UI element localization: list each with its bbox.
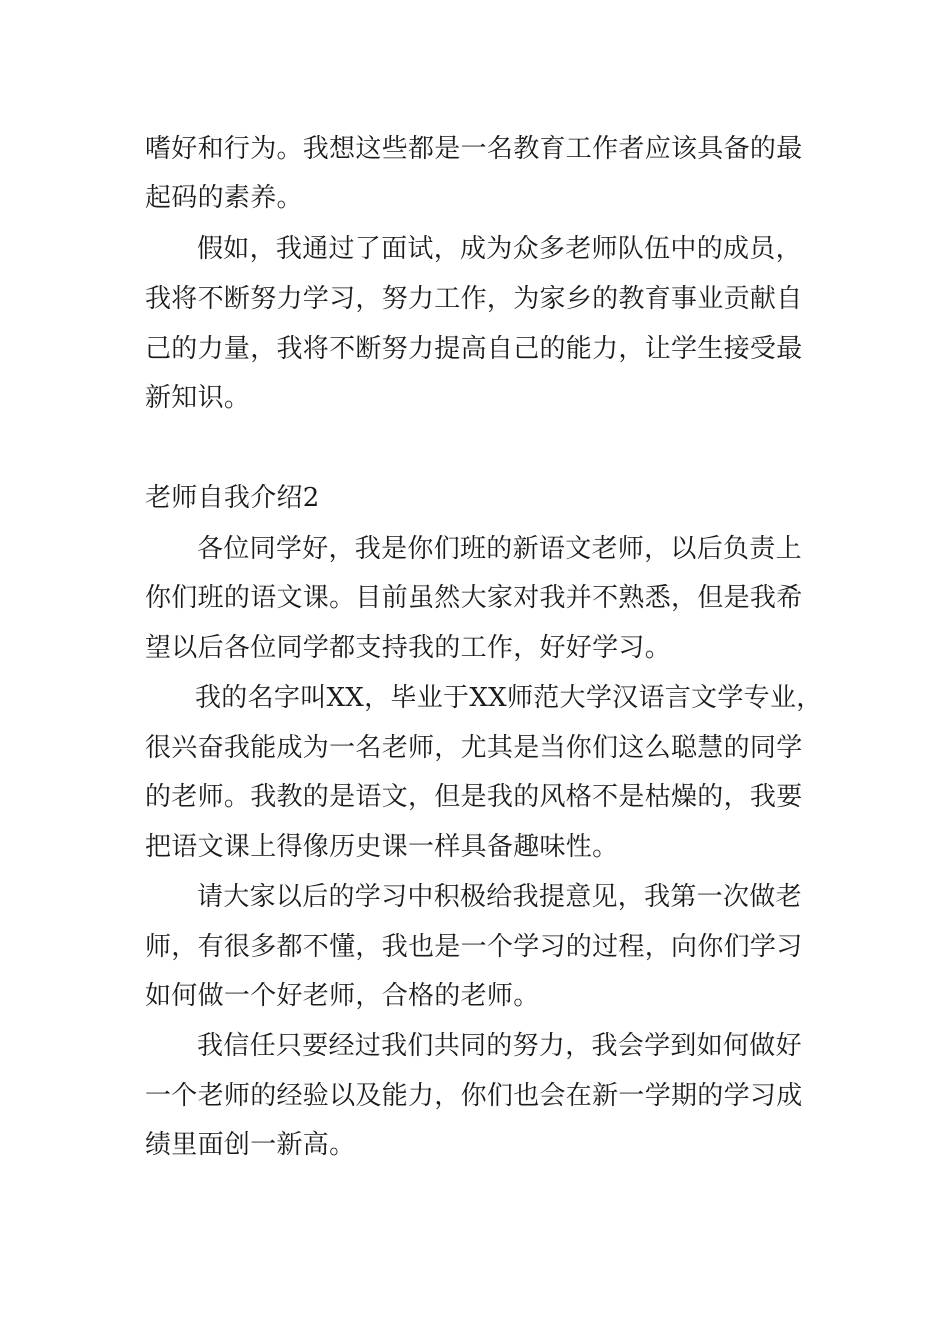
paragraph-4-line-4: 把语文课上得像历史课一样具备趣味性。 — [145, 832, 619, 862]
paragraph-3-line-2: 你们班的语文课。目前虽然大家对我并不熟悉，但是我希 — [145, 583, 803, 613]
paragraph-6-line-2: 一个老师的经验以及能力，你们也会在新一学期的学习成 — [145, 1081, 803, 1111]
paragraph-3-line-1: 各位同学好，我是你们班的新语文老师，以后负责上 — [197, 534, 802, 564]
paragraph-3-line-3: 望以后各位同学都支持我的工作，好好学习。 — [145, 633, 672, 663]
paragraph-4-line-3: 的老师。我教的是语文，但是我的风格不是枯燥的，我要 — [145, 782, 803, 812]
paragraph-4-line-1: 我的名字叫XX，毕业于XX师范大学汉语言文学专业， — [195, 683, 823, 713]
paragraph-1-line-2: 起码的素养。 — [145, 183, 303, 213]
paragraph-6-line-3: 绩里面创一新高。 — [145, 1130, 356, 1160]
paragraph-5-line-3: 如何做一个好老师，合格的老师。 — [145, 981, 540, 1011]
paragraph-2-line-3: 己的力量，我将不断努力提高自己的能力，让学生接受最 — [145, 334, 803, 364]
paragraph-2-line-2: 我将不断努力学习，努力工作，为家乡的教育事业贡献自 — [145, 284, 803, 314]
paragraph-2-line-1: 假如，我通过了面试，成为众多老师队伍中的成员， — [197, 234, 802, 264]
section-heading: 老师自我介绍2 — [145, 483, 320, 513]
paragraph-4-line-2: 很兴奋我能成为一名老师，尤其是当你们这么聪慧的同学 — [145, 733, 803, 763]
paragraph-2-line-4: 新知识。 — [145, 383, 251, 413]
paragraph-5-line-2: 师，有很多都不懂，我也是一个学习的过程，向你们学习 — [145, 932, 803, 962]
paragraph-6-line-1: 我信任只要经过我们共同的努力，我会学到如何做好 — [197, 1031, 802, 1061]
paragraph-1-line-1: 嗜好和行为。我想这些都是一名教育工作者应该具备的最 — [145, 134, 803, 164]
paragraph-5-line-1: 请大家以后的学习中积极给我提意见，我第一次做老 — [197, 882, 802, 912]
